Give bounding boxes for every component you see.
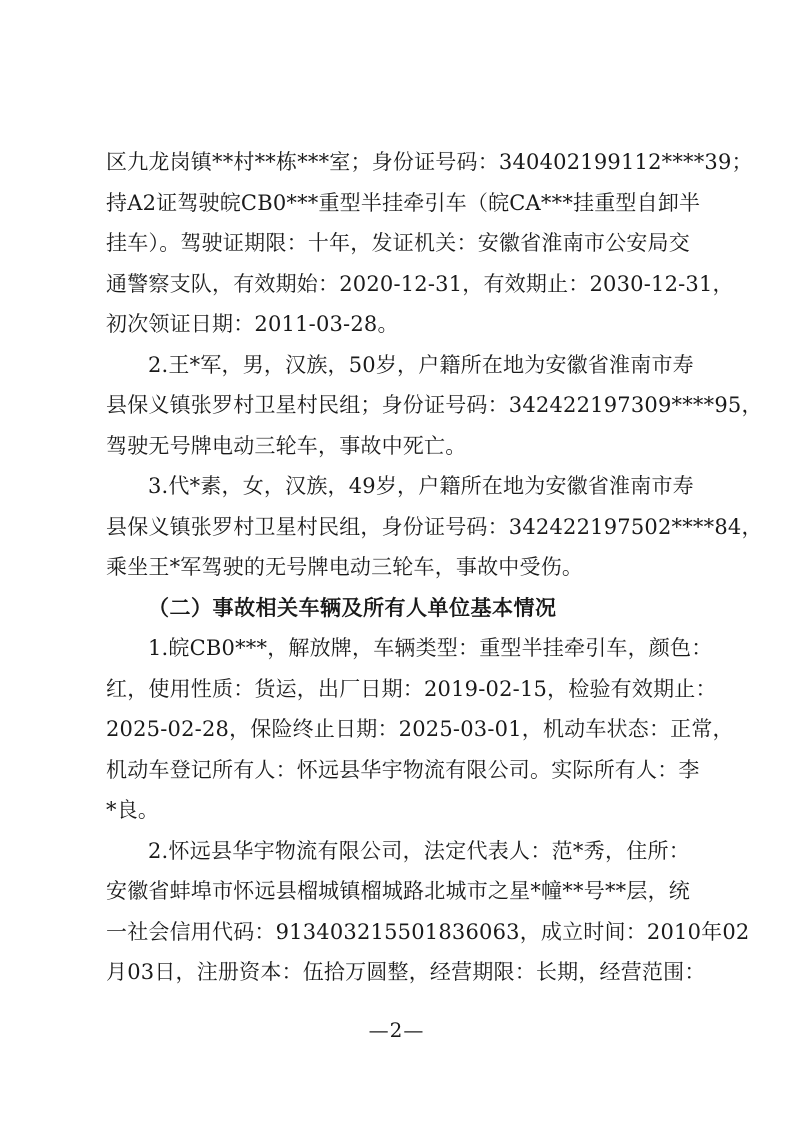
text-line: 2025-02-28，保险终止日期：2025-03-01，机动车状态：正常，: [106, 717, 734, 741]
paragraph-person-3: [106, 466, 763, 588]
text-line: 机动车登记所有人：怀远县华宇物流有限公司。实际所有人：李: [106, 757, 700, 782]
section-heading-text: （二）事故相关车辆及所有人单位基本情况: [148, 594, 557, 620]
text-line: 3.代*素，女，汉族，49岁，户籍所在地为安徽省淮南市寿: [148, 474, 694, 498]
text-line: 挂车）。驾驶证期限：十年，发证机关：安徽省淮南市公安局交: [106, 231, 690, 255]
text-line: 县保义镇张罗村卫星村民组，身份证号码：342422197502****84，: [106, 514, 763, 539]
paragraph-person-2: [106, 345, 763, 467]
paragraph-driver-1-continued: [106, 142, 753, 345]
text-line: 一社会信用代码：913403215501836063，成立时间：2010年02: [106, 919, 750, 944]
text-line: 初次领证日期：2011-03-28。: [106, 312, 399, 336]
text-line: 红，使用性质：货运，出厂日期：2019-02-15，检验有效期止：: [106, 676, 717, 701]
text-line: 区九龙岗镇**村**栋***室；身份证号码：340402199112****39；: [106, 150, 753, 174]
text-line: 1.皖CB0***，解放牌，车辆类型：重型半挂牵引车，颜色：: [148, 636, 713, 660]
text-line: 2.怀远县华宇物流有限公司，法定代表人：范*秀，住所：: [148, 838, 690, 863]
text-line: 月03日，注册资本：伍拾万圆整，经营期限：长期，经营范围：: [106, 960, 706, 984]
text-line: 2.王*军，男，汉族，50岁，户籍所在地为安徽省淮南市寿: [148, 352, 694, 377]
text-line: 安徽省蚌埠市怀远县榴城镇榴城路北城市之星*幢**号**层，统: [106, 879, 690, 903]
text-line: 驾驶无号牌电动三轮车，事故中死亡。: [106, 433, 467, 458]
text-line: 县保义镇张罗村卫星村民组；身份证号码：342422197309****95，: [106, 393, 763, 417]
paragraph-vehicle-1: [106, 628, 734, 831]
document-body: [106, 142, 763, 993]
section-heading: [106, 588, 690, 629]
paragraph-company-2: [106, 831, 750, 993]
text-line: 乘坐王*军驾驶的无号牌电动三轮车，事故中受伤。: [106, 555, 584, 579]
page-number: —2—: [368, 1018, 425, 1042]
text-line: 持A2证驾驶皖CB0***重型半挂牵引车（皖CA***挂重型自卸半: [106, 190, 701, 215]
text-line: 通警察支队，有效期始：2020-12-31，有效期止：2030-12-31，: [106, 271, 734, 296]
text-line: *良。: [106, 798, 160, 822]
